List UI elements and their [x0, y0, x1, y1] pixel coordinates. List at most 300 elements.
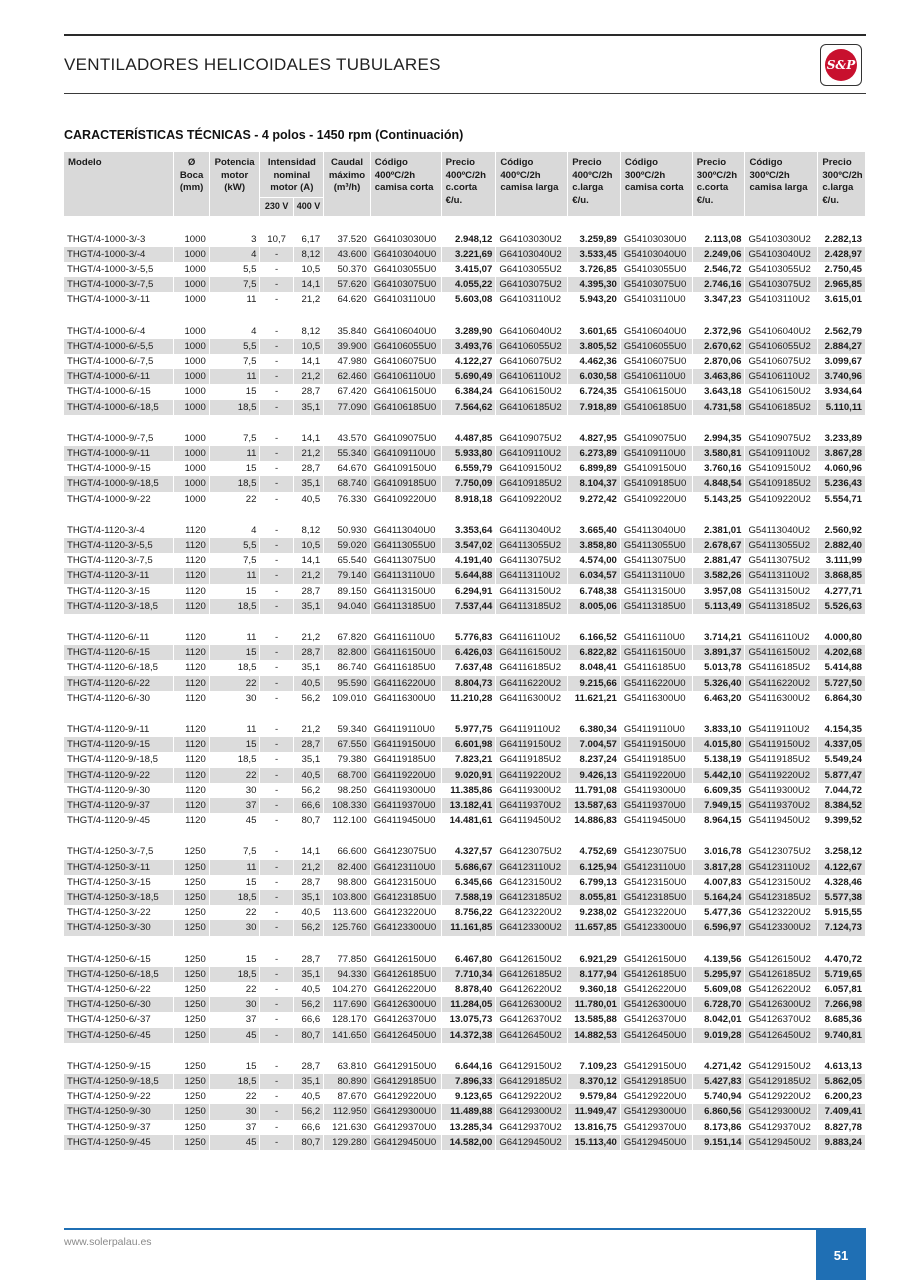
codigo-300-corta-cell: G54103040U0 — [621, 247, 693, 262]
precio-400-corta-cell: 7.823,21 — [442, 752, 497, 767]
modelo-cell: THGT/4-1000-6/-5,5 — [64, 339, 174, 354]
boca-cell: 1000 — [174, 339, 209, 354]
caudal-cell: 63.810 — [324, 1059, 371, 1074]
precio-300-larga-cell: 4.154,35 — [818, 722, 866, 737]
potencia-cell: 7,5 — [210, 354, 261, 369]
intensidad-400v-cell: 10,5 — [294, 339, 324, 354]
caudal-cell: 47.980 — [324, 354, 371, 369]
codigo-300-corta-cell: G54113075U0 — [621, 553, 693, 568]
intensidad-230v-cell: - — [260, 369, 293, 384]
potencia-cell: 15 — [210, 384, 261, 399]
table-row — [64, 492, 866, 507]
precio-400-larga-cell: 8.370,12 — [568, 1074, 621, 1089]
precio-400-larga-cell: 3.665,40 — [568, 523, 621, 538]
codigo-300-larga-cell: G54119450U2 — [745, 813, 818, 828]
precio-300-corta-cell: 5.609,08 — [693, 982, 746, 997]
potencia-cell: 22 — [210, 1089, 261, 1104]
precio-300-larga-cell: 8.384,52 — [818, 798, 866, 813]
codigo-400-larga-cell: G64113150U2 — [496, 584, 568, 599]
potencia-cell: 15 — [210, 461, 261, 476]
precio-400-larga-cell: 11.621,21 — [568, 691, 621, 706]
precio-400-larga-cell: 11.657,85 — [568, 920, 621, 935]
caudal-cell: 37.520 — [324, 232, 371, 247]
modelo-cell: THGT/4-1000-9/-22 — [64, 492, 174, 507]
potencia-cell: 18,5 — [210, 660, 261, 675]
caudal-cell: 59.020 — [324, 538, 371, 553]
caudal-cell: 117.690 — [324, 997, 371, 1012]
potencia-cell: 18,5 — [210, 752, 261, 767]
precio-400-corta-cell: 7.564,62 — [442, 400, 497, 415]
precio-300-larga-cell: 5.915,55 — [818, 905, 866, 920]
codigo-400-larga-cell: G64126220U2 — [496, 982, 568, 997]
precio-400-larga-cell: 11.780,01 — [568, 997, 621, 1012]
codigo-300-corta-cell: G54109220U0 — [621, 492, 693, 507]
precio-300-larga-cell: 5.236,43 — [818, 476, 866, 491]
precio-300-corta-cell: 3.833,10 — [693, 722, 746, 737]
precio-300-corta-cell: 3.463,86 — [693, 369, 746, 384]
potencia-cell: 45 — [210, 1028, 261, 1043]
precio-300-larga-cell: 7.124,73 — [818, 920, 866, 935]
codigo-400-larga-cell: G64123300U2 — [496, 920, 568, 935]
caudal-cell: 35.840 — [324, 324, 371, 339]
intensidad-400v-cell: 80,7 — [294, 1135, 324, 1150]
intensidad-400v-cell: 6,17 — [294, 232, 324, 247]
boca-cell: 1250 — [174, 860, 209, 875]
page-title: VENTILADORES HELICOIDALES TUBULARES — [64, 55, 441, 74]
precio-300-larga-cell: 5.862,05 — [818, 1074, 866, 1089]
precio-300-larga-cell: 2.428,97 — [818, 247, 866, 262]
codigo-300-larga-cell: G54116185U2 — [745, 660, 818, 675]
intensidad-400v-cell: 56,2 — [294, 691, 324, 706]
codigo-400-corta-cell: G64113055U0 — [371, 538, 442, 553]
precio-400-larga-cell: 13.816,75 — [568, 1120, 621, 1135]
codigo-400-corta-cell: G64126450U0 — [371, 1028, 442, 1043]
precio-300-larga-cell: 4.060,96 — [818, 461, 866, 476]
codigo-400-larga-cell: G64119300U2 — [496, 783, 568, 798]
intensidad-400v-cell: 66,6 — [294, 1120, 324, 1135]
potencia-cell: 22 — [210, 492, 261, 507]
table-row — [64, 722, 866, 737]
codigo-400-larga-cell: G64109185U2 — [496, 476, 568, 491]
precio-300-corta-cell: 6.860,56 — [693, 1104, 746, 1119]
codigo-400-larga-cell: G64129185U2 — [496, 1074, 568, 1089]
table-row — [64, 813, 866, 828]
intensidad-230v-cell: - — [260, 461, 293, 476]
group-spacer — [64, 216, 866, 232]
precio-400-larga-cell: 6.799,13 — [568, 875, 621, 890]
modelo-cell: THGT/4-1000-6/-18,5 — [64, 400, 174, 415]
precio-300-corta-cell: 2.870,06 — [693, 354, 746, 369]
modelo-cell: THGT/4-1250-9/-30 — [64, 1104, 174, 1119]
intensidad-400v-cell: 35,1 — [294, 890, 324, 905]
codigo-400-corta-cell: G64106055U0 — [371, 339, 442, 354]
table-row — [64, 369, 866, 384]
precio-400-corta-cell: 6.426,03 — [442, 645, 497, 660]
table-row — [64, 844, 866, 859]
caudal-cell: 98.800 — [324, 875, 371, 890]
intensidad-230v-cell: - — [260, 1104, 293, 1119]
boca-cell: 1250 — [174, 890, 209, 905]
precio-400-corta-cell: 4.122,27 — [442, 354, 497, 369]
precio-300-corta-cell: 6.596,97 — [693, 920, 746, 935]
precio-300-larga-cell: 2.562,79 — [818, 324, 866, 339]
intensidad-230v-cell: - — [260, 523, 293, 538]
codigo-300-corta-cell: G54103110U0 — [621, 292, 693, 307]
caudal-cell: 67.420 — [324, 384, 371, 399]
precio-400-larga-cell: 6.921,29 — [568, 952, 621, 967]
precio-300-corta-cell: 9.151,14 — [693, 1135, 746, 1150]
codigo-400-larga-cell: G64113185U2 — [496, 599, 568, 614]
table-row — [64, 691, 866, 706]
codigo-300-corta-cell: G54126220U0 — [621, 982, 693, 997]
potencia-cell: 15 — [210, 737, 261, 752]
boca-cell: 1120 — [174, 798, 209, 813]
codigo-300-corta-cell: G54129185U0 — [621, 1074, 693, 1089]
table-row — [64, 860, 866, 875]
modelo-cell: THGT/4-1000-3/-5,5 — [64, 262, 174, 277]
intensidad-230v-cell: - — [260, 890, 293, 905]
codigo-300-larga-cell: G54103040U2 — [745, 247, 818, 262]
intensidad-400v-cell: 14,1 — [294, 553, 324, 568]
precio-300-corta-cell: 4.271,42 — [693, 1059, 746, 1074]
intensidad-230v-cell: - — [260, 400, 293, 415]
precio-300-larga-cell: 3.867,28 — [818, 446, 866, 461]
codigo-400-corta-cell: G64103110U0 — [371, 292, 442, 307]
codigo-300-larga-cell: G54113075U2 — [745, 553, 818, 568]
codigo-400-corta-cell: G64119300U0 — [371, 783, 442, 798]
precio-400-larga-cell: 14.882,53 — [568, 1028, 621, 1043]
intensidad-400v-cell: 35,1 — [294, 476, 324, 491]
codigo-300-corta-cell: G54119220U0 — [621, 768, 693, 783]
intensidad-230v-cell: - — [260, 446, 293, 461]
group-spacer-cell — [64, 614, 866, 630]
footer-rule — [64, 1228, 866, 1230]
precio-400-larga-cell: 4.395,30 — [568, 277, 621, 292]
precio-400-larga-cell: 3.601,65 — [568, 324, 621, 339]
col-header-modelo: Modelo — [64, 152, 174, 216]
codigo-300-corta-cell: G54113040U0 — [621, 523, 693, 538]
precio-400-larga-cell: 6.724,35 — [568, 384, 621, 399]
codigo-300-larga-cell: G54123185U2 — [745, 890, 818, 905]
codigo-400-corta-cell: G64113110U0 — [371, 568, 442, 583]
caudal-cell: 77.850 — [324, 952, 371, 967]
precio-300-larga-cell: 6.057,81 — [818, 982, 866, 997]
precio-300-larga-cell: 5.414,88 — [818, 660, 866, 675]
codigo-400-corta-cell: G64119185U0 — [371, 752, 442, 767]
boca-cell: 1000 — [174, 277, 209, 292]
potencia-cell: 7,5 — [210, 553, 261, 568]
precio-300-corta-cell: 3.580,81 — [693, 446, 746, 461]
intensidad-230v-cell: - — [260, 247, 293, 262]
modelo-cell: THGT/4-1000-6/-7,5 — [64, 354, 174, 369]
precio-400-larga-cell: 11.949,47 — [568, 1104, 621, 1119]
table-row — [64, 538, 866, 553]
codigo-300-larga-cell: G54109150U2 — [745, 461, 818, 476]
caudal-cell: 87.670 — [324, 1089, 371, 1104]
caudal-cell: 112.950 — [324, 1104, 371, 1119]
caudal-cell: 43.570 — [324, 431, 371, 446]
modelo-cell: THGT/4-1000-9/-11 — [64, 446, 174, 461]
codigo-400-larga-cell: G64126450U2 — [496, 1028, 568, 1043]
precio-300-corta-cell: 2.881,47 — [693, 553, 746, 568]
intensidad-400v-cell: 28,7 — [294, 645, 324, 660]
codigo-400-larga-cell: G64126150U2 — [496, 952, 568, 967]
precio-400-corta-cell: 6.384,24 — [442, 384, 497, 399]
precio-400-corta-cell: 3.547,02 — [442, 538, 497, 553]
intensidad-400v-cell: 35,1 — [294, 400, 324, 415]
precio-300-corta-cell: 8.173,86 — [693, 1120, 746, 1135]
modelo-cell: THGT/4-1250-3/-11 — [64, 860, 174, 875]
precio-300-corta-cell: 5.740,94 — [693, 1089, 746, 1104]
intensidad-400v-cell: 28,7 — [294, 1059, 324, 1074]
intensidad-400v-cell: 66,6 — [294, 798, 324, 813]
intensidad-230v-cell: - — [260, 354, 293, 369]
codigo-300-larga-cell: G54116220U2 — [745, 676, 818, 691]
codigo-400-corta-cell: G64129185U0 — [371, 1074, 442, 1089]
col-header-intensidad: Intensidad nominal motor (A) — [260, 152, 324, 197]
modelo-cell: THGT/4-1250-9/-22 — [64, 1089, 174, 1104]
boca-cell: 1250 — [174, 1074, 209, 1089]
codigo-400-larga-cell: G64113075U2 — [496, 553, 568, 568]
potencia-cell: 30 — [210, 783, 261, 798]
precio-300-corta-cell: 3.891,37 — [693, 645, 746, 660]
precio-400-corta-cell: 6.467,80 — [442, 952, 497, 967]
boca-cell: 1250 — [174, 997, 209, 1012]
precio-300-corta-cell: 3.582,26 — [693, 568, 746, 583]
potencia-cell: 5,5 — [210, 262, 261, 277]
potencia-cell: 45 — [210, 1135, 261, 1150]
intensidad-230v-cell: - — [260, 277, 293, 292]
codigo-300-larga-cell: G54119110U2 — [745, 722, 818, 737]
precio-300-corta-cell: 2.381,01 — [693, 523, 746, 538]
precio-400-larga-cell: 3.805,52 — [568, 339, 621, 354]
codigo-400-corta-cell: G64129370U0 — [371, 1120, 442, 1135]
intensidad-400v-cell: 14,1 — [294, 844, 324, 859]
potencia-cell: 15 — [210, 645, 261, 660]
codigo-400-corta-cell: G64119370U0 — [371, 798, 442, 813]
codigo-300-corta-cell: G54123110U0 — [621, 860, 693, 875]
intensidad-400v-cell: 35,1 — [294, 1074, 324, 1089]
intensidad-230v-cell: - — [260, 783, 293, 798]
intensidad-230v-cell: - — [260, 431, 293, 446]
codigo-400-corta-cell: G64113185U0 — [371, 599, 442, 614]
boca-cell: 1120 — [174, 523, 209, 538]
caudal-cell: 129.280 — [324, 1135, 371, 1150]
modelo-cell: THGT/4-1120-9/-18,5 — [64, 752, 174, 767]
codigo-300-larga-cell: G54116150U2 — [745, 645, 818, 660]
section-title: CARACTERÍSTICAS TÉCNICAS - 4 polos - 1450 rpm (Continuación) — [64, 128, 464, 142]
intensidad-400v-cell: 8,12 — [294, 247, 324, 262]
codigo-300-corta-cell: G54103030U0 — [621, 232, 693, 247]
intensidad-400v-cell: 80,7 — [294, 1028, 324, 1043]
precio-400-corta-cell: 11.210,28 — [442, 691, 497, 706]
potencia-cell: 18,5 — [210, 400, 261, 415]
precio-300-larga-cell: 2.965,85 — [818, 277, 866, 292]
codigo-300-larga-cell: G54113055U2 — [745, 538, 818, 553]
codigo-300-corta-cell: G54119450U0 — [621, 813, 693, 828]
codigo-300-larga-cell: G54126300U2 — [745, 997, 818, 1012]
caudal-cell: 66.600 — [324, 844, 371, 859]
codigo-400-corta-cell: G64123300U0 — [371, 920, 442, 935]
boca-cell: 1120 — [174, 783, 209, 798]
precio-400-larga-cell: 9.360,18 — [568, 982, 621, 997]
group-spacer — [64, 507, 866, 523]
modelo-cell: THGT/4-1120-9/-37 — [64, 798, 174, 813]
codigo-400-larga-cell: G64113055U2 — [496, 538, 568, 553]
precio-300-larga-cell: 8.685,36 — [818, 1012, 866, 1027]
intensidad-400v-cell: 14,1 — [294, 431, 324, 446]
precio-400-larga-cell: 8.237,24 — [568, 752, 621, 767]
codigo-400-corta-cell: G64106150U0 — [371, 384, 442, 399]
codigo-400-larga-cell: G64129370U2 — [496, 1120, 568, 1135]
table-row — [64, 752, 866, 767]
precio-300-larga-cell: 3.258,12 — [818, 844, 866, 859]
codigo-300-larga-cell: G54123220U2 — [745, 905, 818, 920]
caudal-cell: 68.740 — [324, 476, 371, 491]
precio-300-larga-cell: 6.200,23 — [818, 1089, 866, 1104]
precio-300-larga-cell: 2.882,40 — [818, 538, 866, 553]
intensidad-230v-cell: - — [260, 691, 293, 706]
caudal-cell: 125.760 — [324, 920, 371, 935]
table-row — [64, 997, 866, 1012]
codigo-400-corta-cell: G64116150U0 — [371, 645, 442, 660]
potencia-cell: 5,5 — [210, 339, 261, 354]
codigo-300-larga-cell: G54109220U2 — [745, 492, 818, 507]
precio-300-corta-cell: 2.113,08 — [693, 232, 746, 247]
precio-300-corta-cell: 2.994,35 — [693, 431, 746, 446]
precio-400-larga-cell: 6.822,82 — [568, 645, 621, 660]
precio-400-larga-cell: 5.943,20 — [568, 292, 621, 307]
precio-300-larga-cell: 3.615,01 — [818, 292, 866, 307]
intensidad-230v-cell: - — [260, 292, 293, 307]
table-row — [64, 523, 866, 538]
table-row — [64, 1135, 866, 1150]
precio-400-corta-cell: 5.977,75 — [442, 722, 497, 737]
precio-400-larga-cell: 9.215,66 — [568, 676, 621, 691]
codigo-400-larga-cell: G64106075U2 — [496, 354, 568, 369]
group-spacer-cell — [64, 828, 866, 844]
codigo-300-corta-cell: G54103075U0 — [621, 277, 693, 292]
footer-url[interactable]: www.solerpalau.es — [64, 1236, 152, 1248]
col-header-codigo-300-corta: Código 300ºC/2h camisa corta — [621, 152, 693, 216]
boca-cell: 1120 — [174, 660, 209, 675]
codigo-300-larga-cell: G54106150U2 — [745, 384, 818, 399]
codigo-300-larga-cell: G54106055U2 — [745, 339, 818, 354]
codigo-300-corta-cell: G54116150U0 — [621, 645, 693, 660]
codigo-400-larga-cell: G64106110U2 — [496, 369, 568, 384]
table-row — [64, 354, 866, 369]
codigo-300-corta-cell: G54126185U0 — [621, 967, 693, 982]
caudal-cell: 95.590 — [324, 676, 371, 691]
codigo-300-larga-cell: G54126370U2 — [745, 1012, 818, 1027]
codigo-400-corta-cell: G64126370U0 — [371, 1012, 442, 1027]
potencia-cell: 22 — [210, 768, 261, 783]
precio-300-larga-cell: 3.868,85 — [818, 568, 866, 583]
table-row — [64, 798, 866, 813]
precio-300-corta-cell: 4.015,80 — [693, 737, 746, 752]
codigo-400-corta-cell: G64116220U0 — [371, 676, 442, 691]
precio-300-larga-cell: 2.560,92 — [818, 523, 866, 538]
potencia-cell: 15 — [210, 584, 261, 599]
codigo-400-larga-cell: G64109150U2 — [496, 461, 568, 476]
precio-300-larga-cell: 4.337,05 — [818, 737, 866, 752]
potencia-cell: 4 — [210, 247, 261, 262]
intensidad-230v-cell: - — [260, 324, 293, 339]
intensidad-400v-cell: 35,1 — [294, 660, 324, 675]
boca-cell: 1000 — [174, 247, 209, 262]
intensidad-230v-cell: 10,7 — [260, 232, 293, 247]
caudal-cell: 121.630 — [324, 1120, 371, 1135]
codigo-300-corta-cell: G54129370U0 — [621, 1120, 693, 1135]
precio-400-corta-cell: 4.487,85 — [442, 431, 497, 446]
group-spacer — [64, 415, 866, 431]
boca-cell: 1250 — [174, 905, 209, 920]
caudal-cell: 67.820 — [324, 630, 371, 645]
boca-cell: 1250 — [174, 952, 209, 967]
precio-400-larga-cell: 4.827,95 — [568, 431, 621, 446]
codigo-400-corta-cell: G64103040U0 — [371, 247, 442, 262]
codigo-400-corta-cell: G64103075U0 — [371, 277, 442, 292]
precio-400-corta-cell: 7.637,48 — [442, 660, 497, 675]
codigo-400-corta-cell: G64106110U0 — [371, 369, 442, 384]
precio-400-larga-cell: 7.004,57 — [568, 737, 621, 752]
codigo-300-larga-cell: G54119300U2 — [745, 783, 818, 798]
boca-cell: 1120 — [174, 568, 209, 583]
precio-400-corta-cell: 6.601,98 — [442, 737, 497, 752]
boca-cell: 1120 — [174, 630, 209, 645]
codigo-400-larga-cell: G64103110U2 — [496, 292, 568, 307]
codigo-300-corta-cell: G54123185U0 — [621, 890, 693, 905]
codigo-400-corta-cell: G64109075U0 — [371, 431, 442, 446]
intensidad-230v-cell: - — [260, 1059, 293, 1074]
codigo-400-larga-cell: G64109110U2 — [496, 446, 568, 461]
col-header-boca: Ø Boca (mm) — [174, 152, 209, 216]
intensidad-400v-cell: 28,7 — [294, 952, 324, 967]
col-header-caudal: Caudal máximo (m³/h) — [324, 152, 371, 216]
intensidad-230v-cell: - — [260, 844, 293, 859]
precio-400-larga-cell: 11.791,08 — [568, 783, 621, 798]
boca-cell: 1250 — [174, 982, 209, 997]
group-spacer-cell — [64, 308, 866, 324]
intensidad-400v-cell: 28,7 — [294, 584, 324, 599]
codigo-300-corta-cell: G54109185U0 — [621, 476, 693, 491]
caudal-cell: 64.670 — [324, 461, 371, 476]
codigo-400-corta-cell: G64103055U0 — [371, 262, 442, 277]
table-row — [64, 1089, 866, 1104]
intensidad-230v-cell: - — [260, 1089, 293, 1104]
intensidad-400v-cell: 40,5 — [294, 768, 324, 783]
table-row — [64, 277, 866, 292]
boca-cell: 1000 — [174, 461, 209, 476]
boca-cell: 1000 — [174, 400, 209, 415]
precio-300-corta-cell: 5.326,40 — [693, 676, 746, 691]
intensidad-400v-cell: 14,1 — [294, 277, 324, 292]
boca-cell: 1250 — [174, 1028, 209, 1043]
precio-400-corta-cell: 7.750,09 — [442, 476, 497, 491]
codigo-400-corta-cell: G64126150U0 — [371, 952, 442, 967]
codigo-400-larga-cell: G64116300U2 — [496, 691, 568, 706]
precio-400-corta-cell: 14.582,00 — [442, 1135, 497, 1150]
table-row — [64, 292, 866, 307]
codigo-300-larga-cell: G54123300U2 — [745, 920, 818, 935]
modelo-cell: THGT/4-1120-3/-4 — [64, 523, 174, 538]
precio-400-corta-cell: 6.559,79 — [442, 461, 497, 476]
caudal-cell: 113.600 — [324, 905, 371, 920]
codigo-400-larga-cell: G64116110U2 — [496, 630, 568, 645]
precio-300-corta-cell: 2.678,67 — [693, 538, 746, 553]
col-header-400v: 400 V — [294, 197, 324, 216]
codigo-400-corta-cell: G64123075U0 — [371, 844, 442, 859]
